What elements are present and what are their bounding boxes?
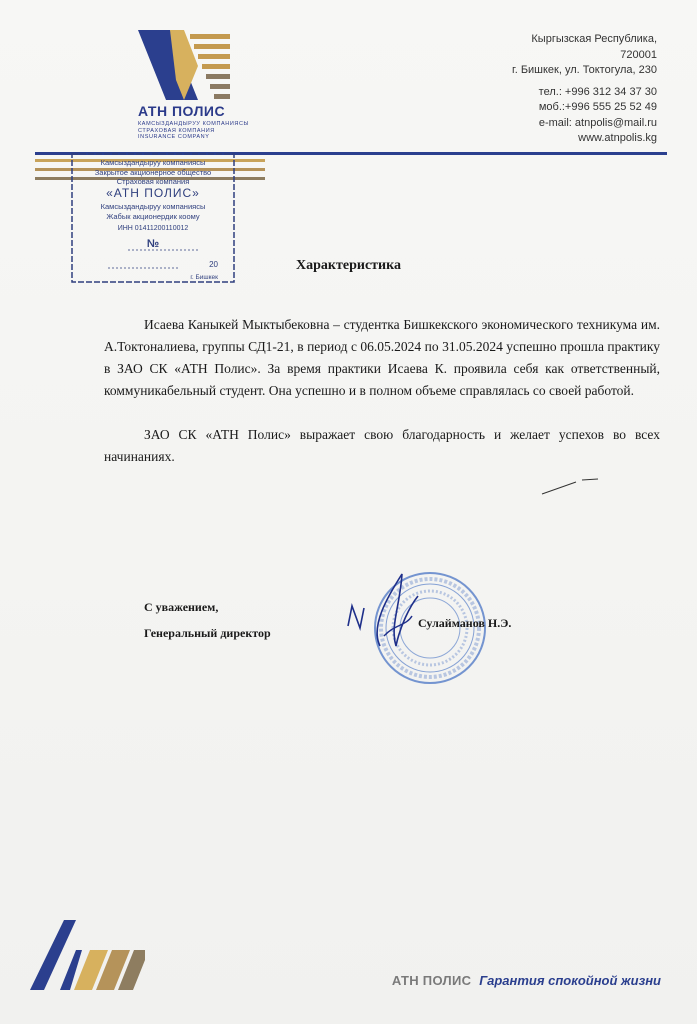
logo-subtitle-line: КАМСЫЗДАНДЫРУУ КОМПАНИЯСЫ: [138, 121, 250, 127]
address-email: e-mail: atnpolis@mail.ru: [538, 116, 657, 129]
closing-block: [144, 594, 271, 646]
stamp-line: Камсыздандыруу компаниясы: [100, 158, 206, 167]
footer-tagline: [392, 973, 661, 988]
stamp-line: Жабык акционердик коому: [106, 212, 200, 221]
address-phone: тел.: +996 312 34 37 30: [538, 85, 657, 98]
footer-brand: АТН ПОЛИС: [391, 973, 472, 988]
company-logo-icon: [138, 30, 230, 100]
signer-position: Генеральный директор: [144, 626, 271, 640]
logo-company-name: АТН ПОЛИС: [138, 103, 226, 119]
stamp-date-suffix: 20: [209, 260, 218, 269]
address-website: www.atnpolis.kg: [578, 132, 657, 144]
logo-subtitle: [138, 121, 249, 141]
document-title: Характеристика: [296, 258, 401, 273]
logo-subtitle-line: INSURANCE COMPANY: [138, 134, 210, 140]
footer-logo-icon: [30, 920, 145, 990]
logo-subtitle-line: СТРАХОВАЯ КОМПАНИЯ: [138, 127, 215, 134]
document-body: [104, 314, 660, 468]
stamp-line: Камсыздандыруу компаниясы: [100, 202, 206, 211]
closing-greeting: С уважением,: [144, 600, 219, 614]
stamp-city: г. Бишкек: [190, 274, 218, 281]
address-mobile: моб.:+996 555 25 52 49: [538, 101, 657, 113]
footer-slogan: Гарантия спокойной жизни: [479, 973, 661, 988]
address-country: Кыргызская Республика,: [531, 33, 657, 45]
stamp-inn: ИНН 01411200110012: [117, 225, 189, 232]
company-address-block: [512, 32, 657, 147]
signer-name: Сулайманов Н.Э.: [418, 616, 512, 630]
address-postal: 720001: [620, 48, 657, 61]
address-street: г. Бишкек, ул. Токтогула, 230: [512, 64, 657, 76]
stamp-number-label: №: [146, 238, 160, 250]
pen-mark-icon: [540, 476, 600, 496]
stamp-company-name: «АТН ПОЛИС»: [106, 186, 200, 200]
body-paragraph: ЗАО СК «АТН Полис» выражает свою благодарность и желает успехов во всех начинаниях.: [104, 427, 660, 464]
stamp-line: Страховая компания: [116, 177, 190, 186]
stamp-line: Закрытое акционерное общество: [94, 168, 212, 177]
body-paragraph: Исаева Каныкей Мыктыбековна – студентка Бишкекского экономического техникума им. А.Токтоналиева, группы СД1-21, в период с 06.05.2024 по 31.05.2024 успешно прошла практику в ЗАО СК «АТН Полис». За время практики Исаева К. проявила себя как ответственный, коммуникабельный студент. Она успешно и в полном объеме справлялась со своей работой.: [104, 317, 660, 398]
